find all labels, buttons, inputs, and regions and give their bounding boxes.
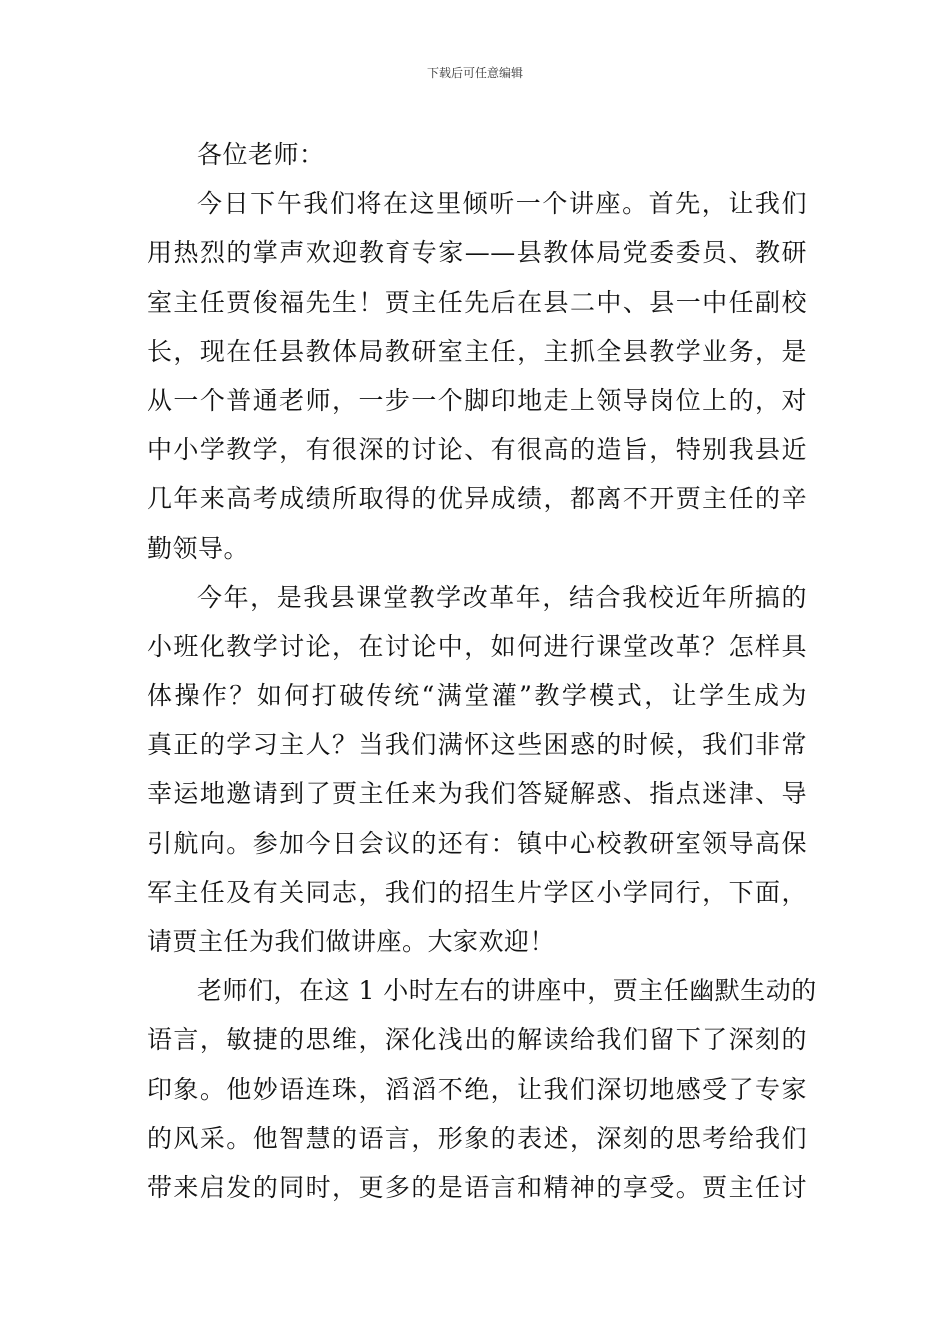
text-line: 语言，敏捷的思维，深化浅出的解读给我们留下了深刻的: [147, 1025, 807, 1055]
text-line: 印象。他妙语连珠，滔滔不绝，让我们深切地感受了专家: [147, 1074, 807, 1104]
text-line: 勤领导。: [147, 533, 250, 563]
text-line: 长，现在任县教体局教研室主任，主抓全县教学业务，是: [147, 336, 807, 366]
text-line: 幸运地邀请到了贾主任来为我们答疑解惑、指点迷津、导: [147, 779, 807, 809]
text-line: 今年，是我县课堂教学改革年，结合我校近年所搞的: [197, 582, 807, 612]
text-line: 各位老师：: [197, 140, 325, 169]
text-line: 用热烈的掌声欢迎教育专家——县教体局党委委员、教研: [147, 238, 807, 268]
page-header-note: 下载后可任意编辑: [426, 66, 523, 80]
document-body: [147, 130, 817, 1212]
text-line: 带来启发的同时，更多的是语言和精神的享受。贾主任讨: [147, 1172, 807, 1202]
text-line: 老师们，在这 1 小时左右的讲座中，贾主任幽默生动的: [197, 976, 817, 1006]
text-line: 引航向。参加今日会议的还有：镇中心校教研室领导高保: [147, 828, 807, 858]
text-line: 从一个普通老师，一步一个脚印地走上领导岗位上的，对: [147, 385, 807, 415]
text-line: 几年来高考成绩所取得的优异成绩，都离不开贾主任的辛: [147, 484, 807, 514]
text-line: 小班化教学讨论，在讨论中，如何进行课堂改革？怎样具: [147, 631, 807, 661]
text-line: 请贾主任为我们做讲座。大家欢迎！: [147, 927, 556, 956]
text-line: 今日下午我们将在这里倾听一个讲座。首先，让我们: [197, 189, 807, 219]
text-line: 中小学教学，有很深的讨论、有很高的造旨，特别我县近: [147, 435, 807, 465]
text-line: 体操作？如何打破传统“满堂灌”教学模式，让学生成为: [147, 681, 807, 711]
text-line: 室主任贾俊福先生！贾主任先后在县二中、县一中任副校: [147, 287, 807, 317]
text-line: 真正的学习主人？当我们满怀这些困惑的时候，我们非常: [147, 730, 807, 760]
text-line: 的风采。他智慧的语言，形象的表述，深刻的思考给我们: [147, 1123, 807, 1153]
text-line: 军主任及有关同志，我们的招生片学区小学同行，下面，: [147, 877, 807, 907]
